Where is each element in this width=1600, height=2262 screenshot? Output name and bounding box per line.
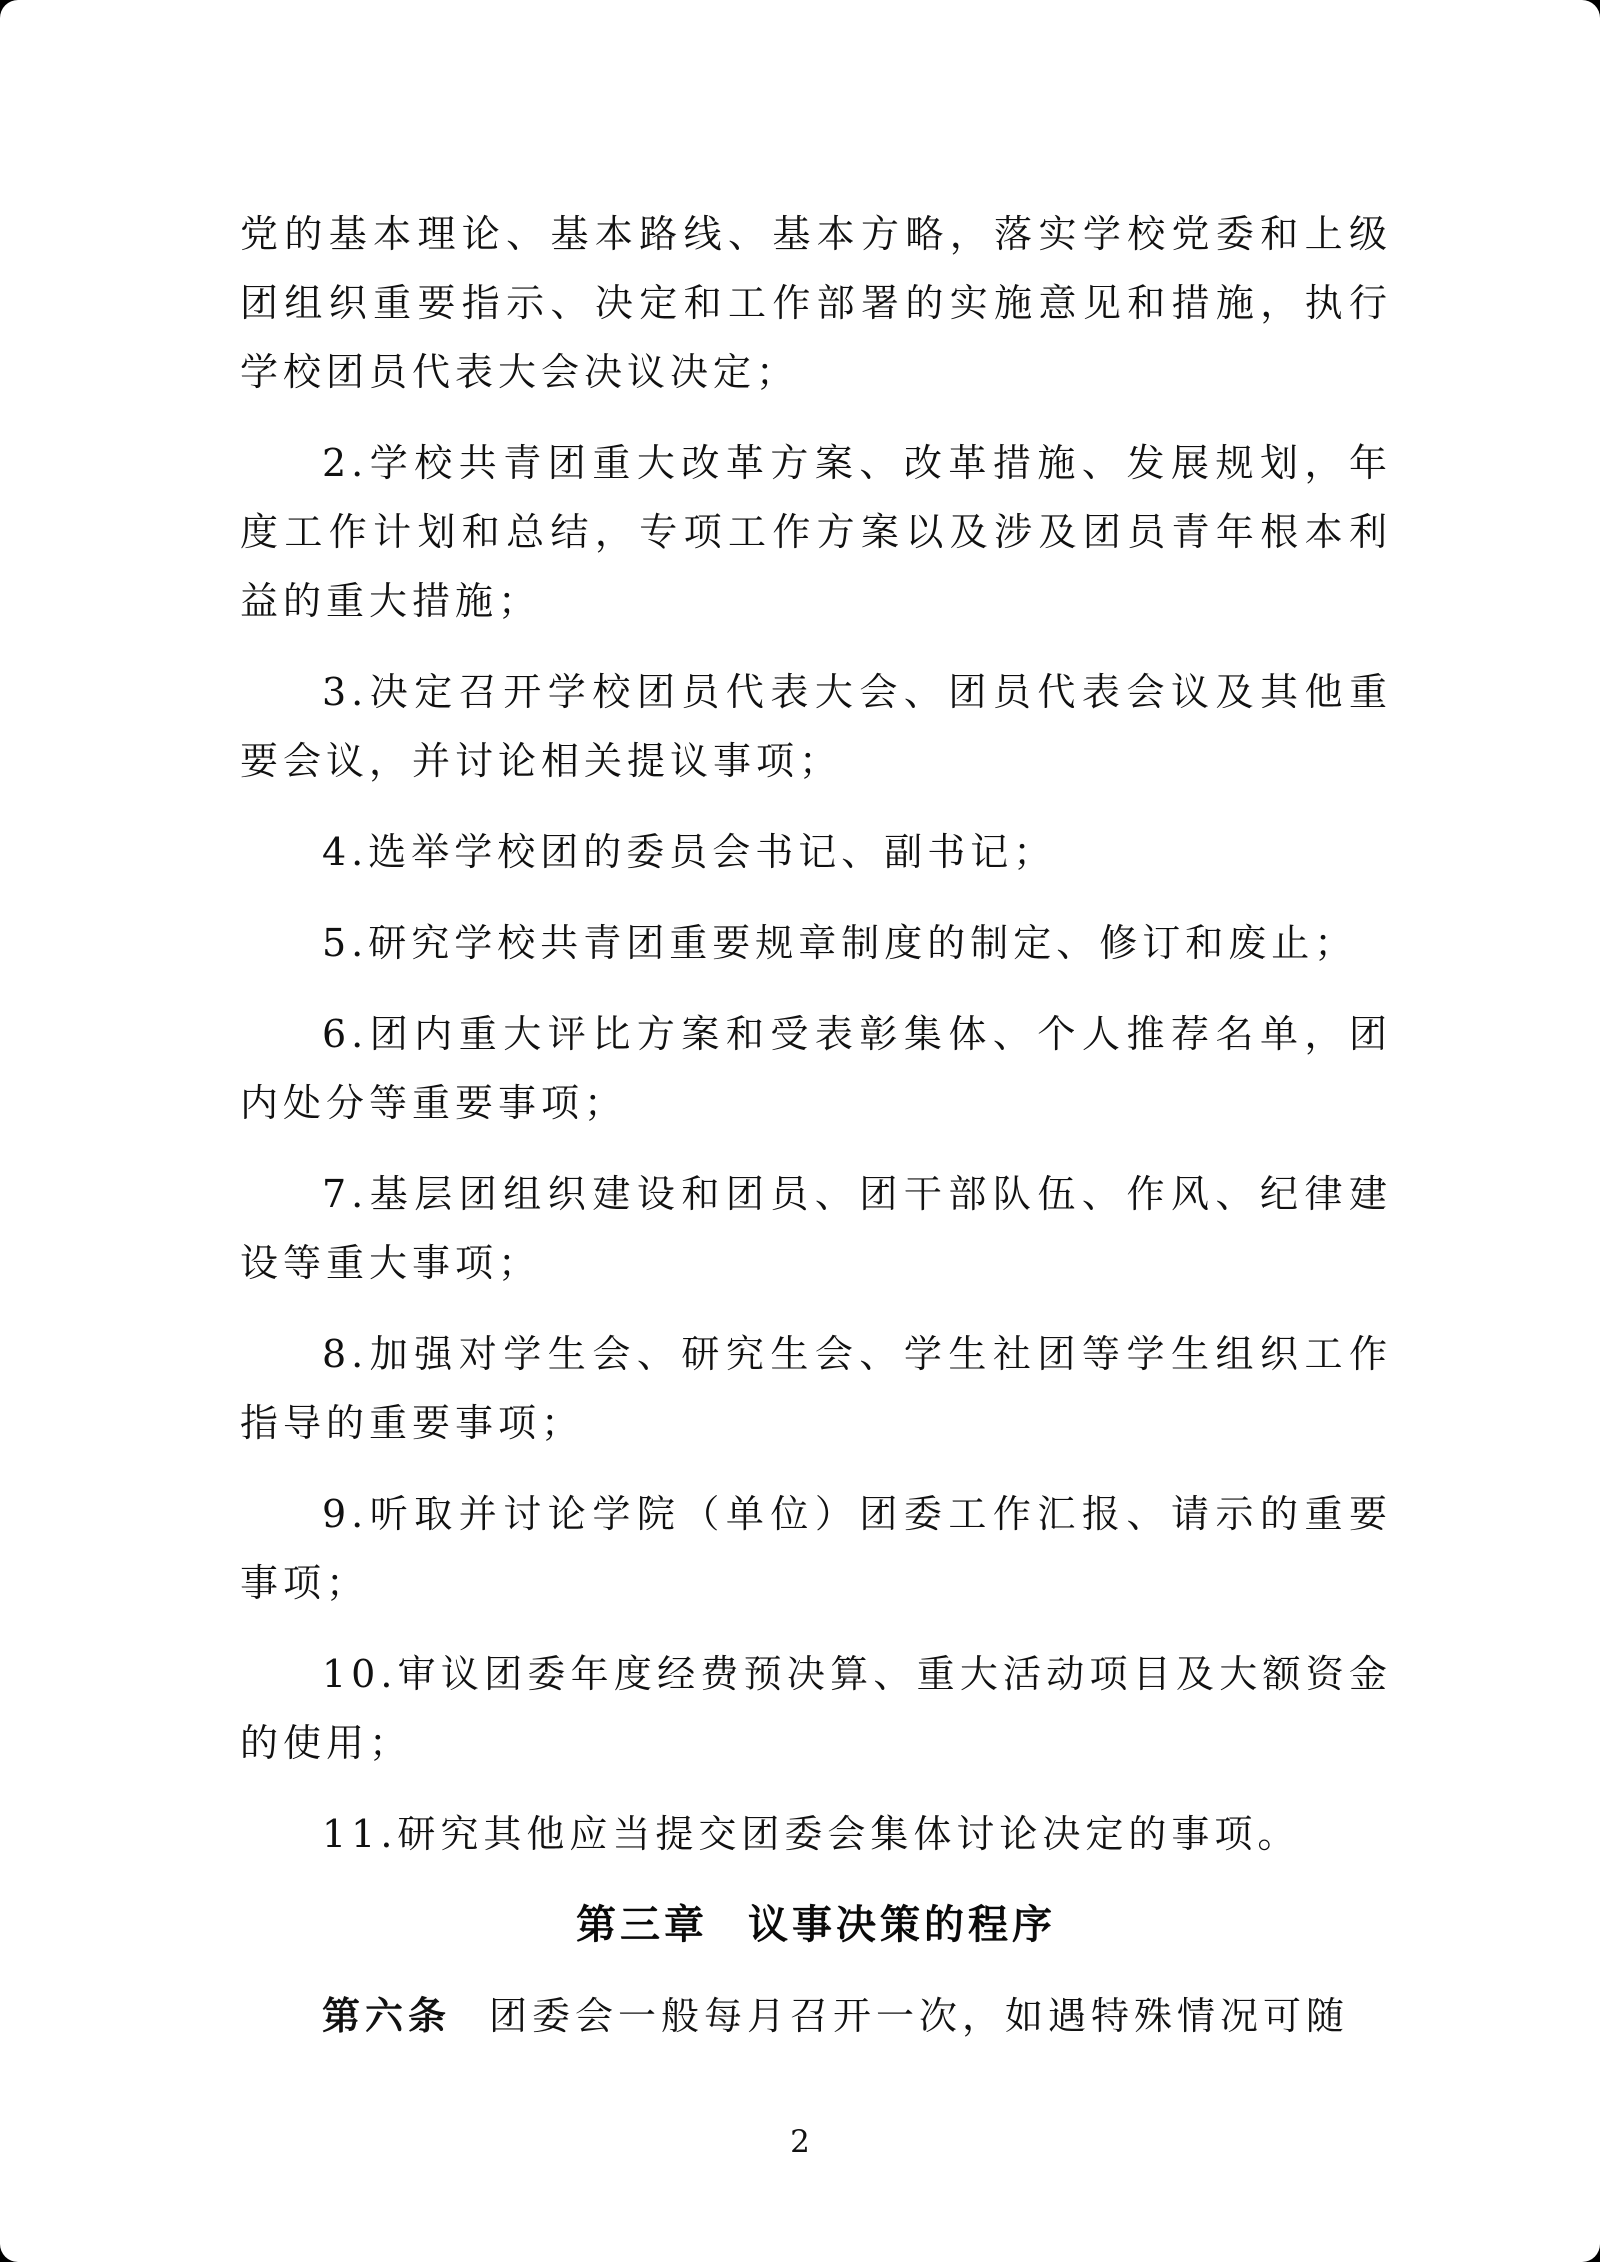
article-paragraph	[240, 1982, 1392, 2051]
body-paragraph-item-10: 10.审议团委年度经费预决算、重大活动项目及大额资金的使用；	[240, 1652, 1392, 1765]
body-paragraph-item-4: 4.选举学校团的委员会书记、副书记；	[322, 830, 1057, 874]
body-paragraph-continuation: 党的基本理论、基本路线、基本方略，落实学校党委和上级团组织重要指示、决定和工作部署的实施意见和措施，执行学校团员代表大会决议决定；	[240, 212, 1392, 394]
page-number: 2	[790, 2124, 810, 2160]
body-paragraph-item-6: 6.团内重大评比方案和受表彰集体、个人推荐名单，团内处分等重要事项；	[240, 1012, 1392, 1125]
chapter-number: 第三章	[576, 1902, 708, 1948]
body-paragraph-item-9: 9.听取并讨论学院（单位）团委工作汇报、请示的重要事项；	[240, 1492, 1392, 1605]
article-label: 第六条	[322, 1994, 452, 2038]
body-paragraph-item-2: 2.学校共青团重大改革方案、改革措施、发展规划，年度工作计划和总结，专项工作方案以及涉及团员青年根本利益的重大措施；	[240, 441, 1392, 623]
body-paragraph-item-3: 3.决定召开学校团员代表大会、团员代表会议及其他重要会议，并讨论相关提议事项；	[240, 670, 1392, 783]
body-paragraph-item-7: 7.基层团组织建设和团员、团干部队伍、作风、纪律建设等重大事项；	[240, 1172, 1392, 1285]
article-text: 团委会一般每月召开一次，如遇特殊情况可随	[489, 1994, 1350, 2038]
document-body	[240, 200, 1392, 2073]
body-paragraph-item-11: 11.研究其他应当提交团委会集体讨论决定的事项。	[322, 1812, 1301, 1856]
body-paragraph-item-8: 8.加强对学生会、研究生会、学生社团等学生组织工作指导的重要事项；	[240, 1332, 1392, 1445]
body-paragraph-item-5: 5.研究学校共青团重要规章制度的制定、修订和废止；	[322, 921, 1358, 965]
chapter-title: 议事决策的程序	[748, 1902, 1056, 1948]
chapter-heading	[240, 1891, 1392, 1960]
